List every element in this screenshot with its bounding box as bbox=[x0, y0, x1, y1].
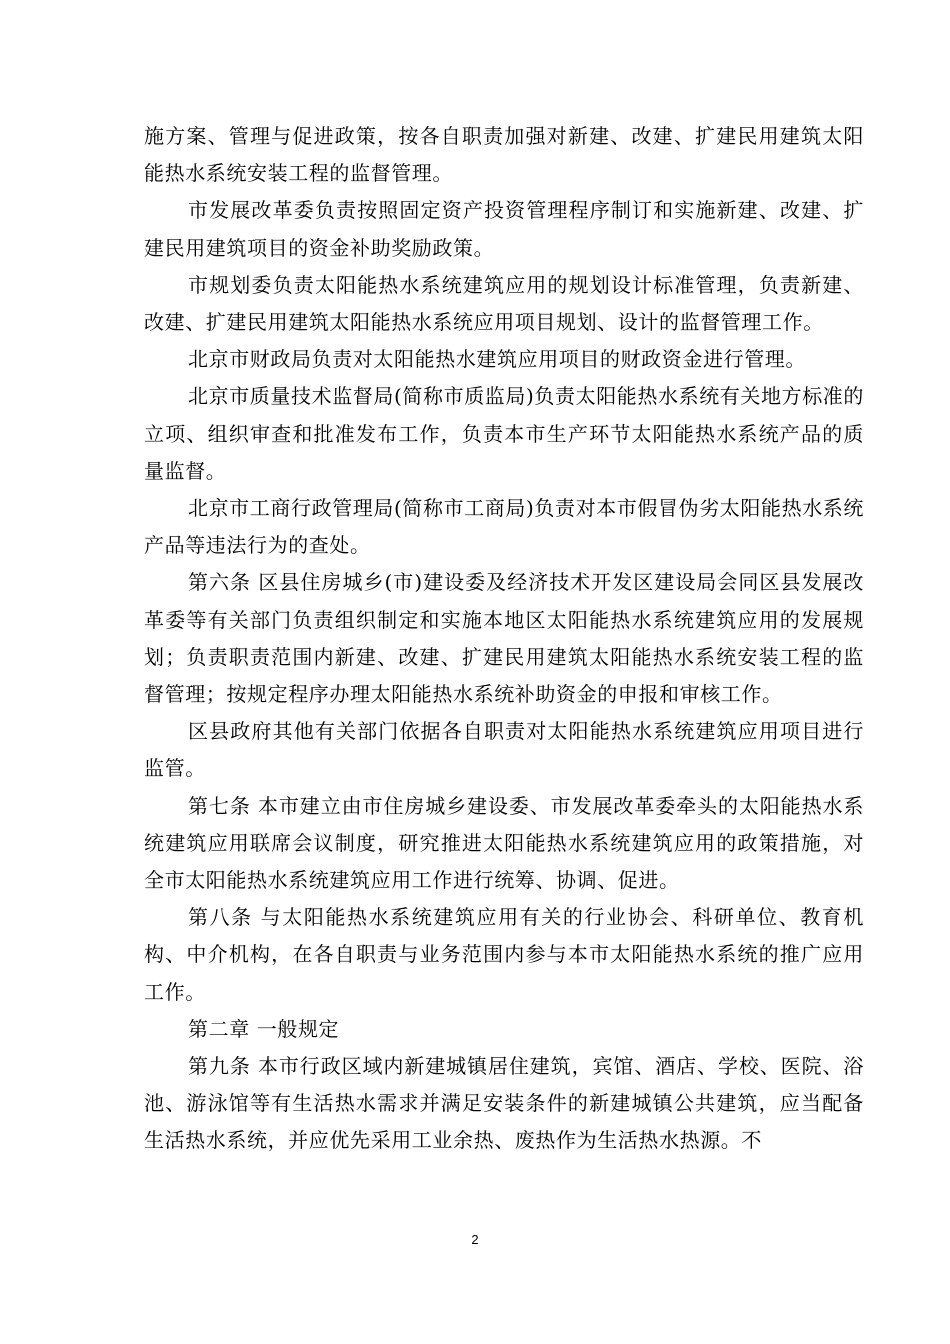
body-text bbox=[144, 118, 864, 1160]
article-7: 第七条 本市建立由市住房城乡建设委、市发展改革委牵头的太阳能热水系统建筑应用联席会议制度，研究推进太阳能热水系统建筑应用的政策措施，对全市太阳能热水系统建筑应用工作进行统筹、协调、促进。 bbox=[144, 793, 864, 893]
chapter-2-heading: 第二章 一般规定 bbox=[188, 1016, 340, 1041]
paragraph-commerce-responsibility: 北京市工商行政管理局(简称市工商局)负责对本市假冒伪劣太阳能热水系统产品等违法行为的查处。 bbox=[144, 496, 865, 558]
paragraph-finance-responsibility: 北京市财政局负责对太阳能热水建筑应用项目的财政资金进行管理。 bbox=[188, 347, 806, 372]
paragraph-district-supervision: 区县政府其他有关部门依据各自职责对太阳能热水系统建筑应用项目进行监管。 bbox=[144, 719, 864, 781]
paragraph-continued: 施方案、管理与促进政策，按各自职责加强对新建、改建、扩建民用建筑太阳能热水系统安装工程的监督管理。 bbox=[144, 124, 864, 186]
article-8: 第八条 与太阳能热水系统建筑应用有关的行业协会、科研单位、教育机构、中介机构，在各自职责与业务范围内参与本市太阳能热水系统的推广应用工作。 bbox=[144, 905, 864, 1004]
article-9: 第九条 本市行政区域内新建城镇居住建筑，宾馆、酒店、学校、医院、浴池、游泳馆等有生活热水需求并满足安装条件的新建城镇公共建筑，应当配备生活热水系统，并应优先采用工业余热、废热作为生活热水热源。不 bbox=[144, 1054, 864, 1153]
paragraph-planning-responsibility: 市规划委负责太阳能热水系统建筑应用的规划设计标准管理，负责新建、改建、扩建民用建筑太阳能热水系统应用项目规划、设计的监督管理工作。 bbox=[144, 272, 864, 335]
paragraph-quality-responsibility: 北京市质量技术监督局(简称市质监局)负责太阳能热水系统有关地方标准的立项、组织审查和批准发布工作，负责本市生产环节太阳能热水系统产品的质量监督。 bbox=[144, 384, 865, 483]
paragraph-ndrc-responsibility: 市发展改革委负责按照固定资产投资管理程序制订和实施新建、改建、扩建民用建筑项目的资金补助奖励政策。 bbox=[144, 198, 864, 260]
page-number: 2 bbox=[471, 1232, 479, 1247]
article-6: 第六条 区县住房城乡(市)建设委及经济技术开发区建设局会同区县发展改革委等有关部门负责组织制定和实施本地区太阳能热水系统建筑应用的发展规划；负责职责范围内新建、改建、扩建民用建筑太阳能热水系统安装工程的监督管理；按规定程序办理太阳能热水系统补助资金的申报和审核工作。 bbox=[144, 570, 864, 707]
